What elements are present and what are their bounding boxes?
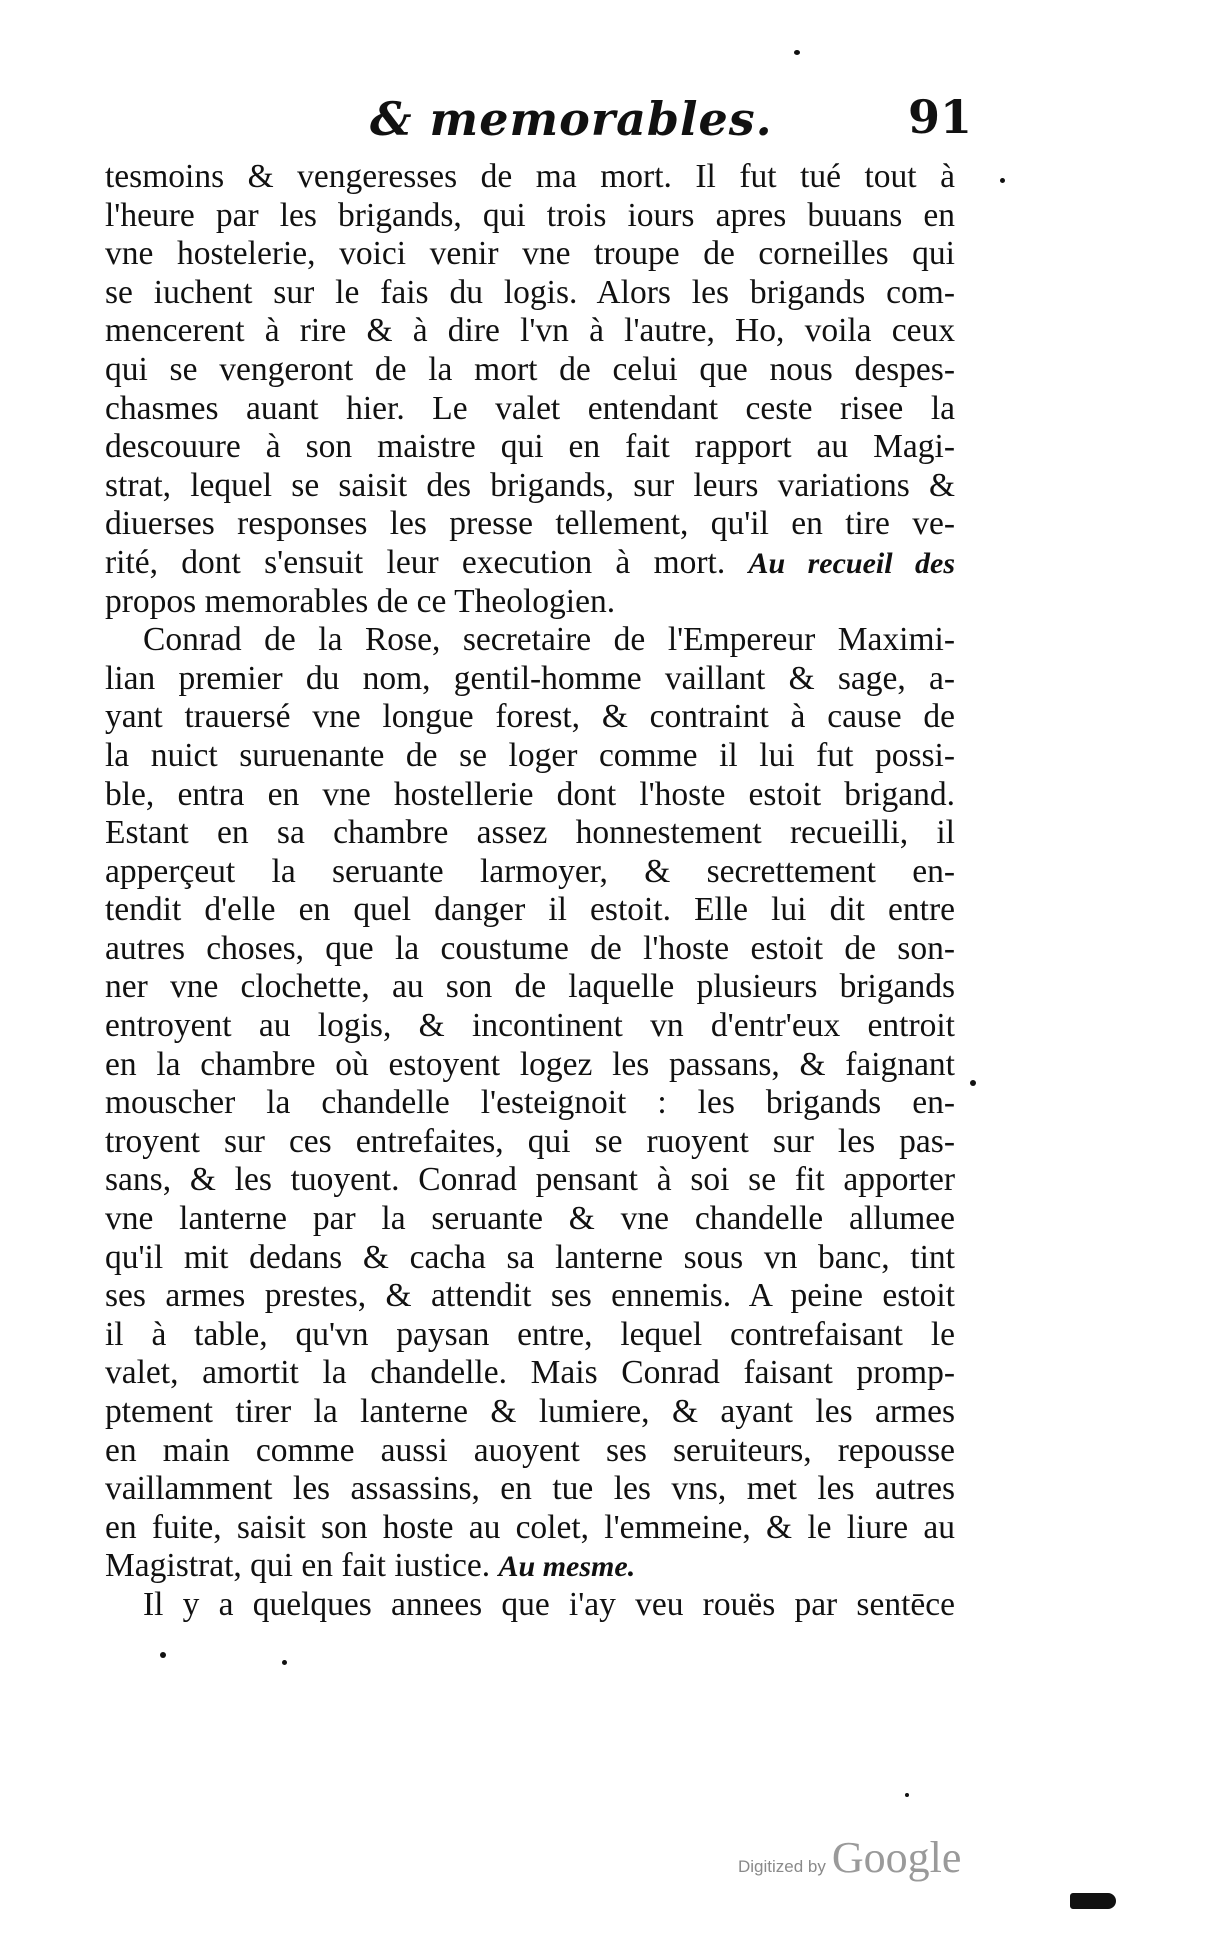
ink-speck <box>160 1652 166 1658</box>
marginal-note-mesme: Au mesme. <box>498 1550 636 1584</box>
ink-speck <box>794 50 800 55</box>
text-line: yant trauersé vne longue forest, & contraint à cause de <box>105 698 955 736</box>
text-line: ptement tirer la lanterne & lumiere, & ayant les armes <box>105 1393 955 1430</box>
text-line: diuerses responses les presse tellement, qu'il en tire ve- <box>105 505 955 543</box>
page-number: 91 <box>908 90 973 144</box>
text-line: vne lanterne par la seruante & vne chandelle allumee <box>105 1200 955 1238</box>
running-header: & memorables. <box>370 92 773 146</box>
text-line: lian premier du nom, gentil-homme vaillant & sage, a- <box>105 659 955 697</box>
text-line: qui se vengeront de la mort de celui que nous despes- <box>105 350 955 388</box>
note-line: propos memorables de ce Theologien. <box>105 582 616 620</box>
text-line: Estant en sa chambre assez honnestement recueilli, il <box>105 814 955 852</box>
text-line: l'heure par les brigands, qui trois iours apres buuans en <box>105 196 955 234</box>
text-segment: rité, dont s'ensuit leur execution à mort. <box>105 543 726 581</box>
text-line: troyent sur ces entrefaites, qui se ruoyent sur les pas- <box>105 1122 955 1160</box>
digitized-watermark <box>738 1832 961 1883</box>
marginal-note-recueil: Au recueil des <box>748 546 956 580</box>
text-line: vaillamment les assassins, en tue les vns, met les autres <box>105 1470 955 1508</box>
ink-speck <box>970 1080 976 1086</box>
text-line: se iuchent sur le fais du logis. Alors les brigands com- <box>105 273 955 311</box>
text-line: entroyent au logis, & incontinent vn d'entr'eux entroit <box>105 1007 955 1045</box>
text-line: ses armes prestes, & attendit ses ennemis. A peine estoit <box>105 1277 955 1315</box>
text-line-with-note <box>105 544 955 583</box>
paragraph-start: Conrad de la Rose, secretaire de l'Empereur Maximi- <box>143 621 955 659</box>
ink-speck <box>1000 178 1005 183</box>
text-line: mencerent à rire & à dire l'vn à l'autre, Ho, voila ceux <box>105 312 955 350</box>
text-line: mouscher la chandelle l'esteignoit : les brigands en- <box>105 1084 955 1122</box>
text-line: tesmoins & vengeresses de ma mort. Il fut tué tout à <box>105 158 955 195</box>
text-line: qu'il mit dedans & cacha sa lanterne sous vn banc, tint <box>105 1238 955 1276</box>
text-segment: Magistrat, qui en fait iustice. <box>105 1547 491 1585</box>
text-line: strat, lequel se saisit des brigands, sur leurs variations & <box>105 466 955 504</box>
text-line: il à table, qu'vn paysan entre, lequel contrefaisant le <box>105 1315 955 1353</box>
text-line: descouure à son maistre qui en fait rapport au Magi- <box>105 428 955 466</box>
paragraph-start: Il y a quelques annees que i'ay veu rouës par sentēce <box>143 1585 955 1623</box>
text-line: autres choses, que la coustume de l'hoste estoit de son- <box>105 929 955 967</box>
text-line: ble, entra en vne hostellerie dont l'hoste estoit brigand. <box>105 775 955 813</box>
text-line: chasmes auant hier. Le valet entendant ceste risee la <box>105 389 955 427</box>
text-line: sans, & les tuoyent. Conrad pensant à soi se fit apporter <box>105 1161 955 1199</box>
text-line-with-note <box>105 1547 955 1586</box>
ink-blot <box>1070 1893 1116 1909</box>
text-line: en main comme aussi auoyent ses seruiteurs, repousse <box>105 1431 955 1469</box>
ink-speck <box>282 1660 287 1665</box>
text-line: la nuict suruenante de se loger comme il lui fut possi- <box>105 736 955 774</box>
ink-speck <box>905 1793 909 1797</box>
text-line: tendit d'elle en quel danger il estoit. Elle lui dit entre <box>105 891 955 929</box>
text-line: ner vne clochette, au son de laquelle plusieurs brigands <box>105 968 955 1006</box>
text-line: valet, amortit la chandelle. Mais Conrad faisant promp- <box>105 1354 955 1392</box>
text-line: apperçeut la seruante larmoyer, & secrettement en- <box>105 852 955 890</box>
text-line: vne hostelerie, voici venir vne troupe de corneilles qui <box>105 235 955 273</box>
text-line: en la chambre où estoyent logez les passans, & faignant <box>105 1045 955 1083</box>
watermark-logo-text: Google <box>831 1833 962 1882</box>
text-line: en fuite, saisit son hoste au colet, l'emmeine, & le liure au <box>105 1508 955 1546</box>
body-text <box>105 158 955 1625</box>
watermark-small-text: Digitized by <box>738 1857 826 1876</box>
